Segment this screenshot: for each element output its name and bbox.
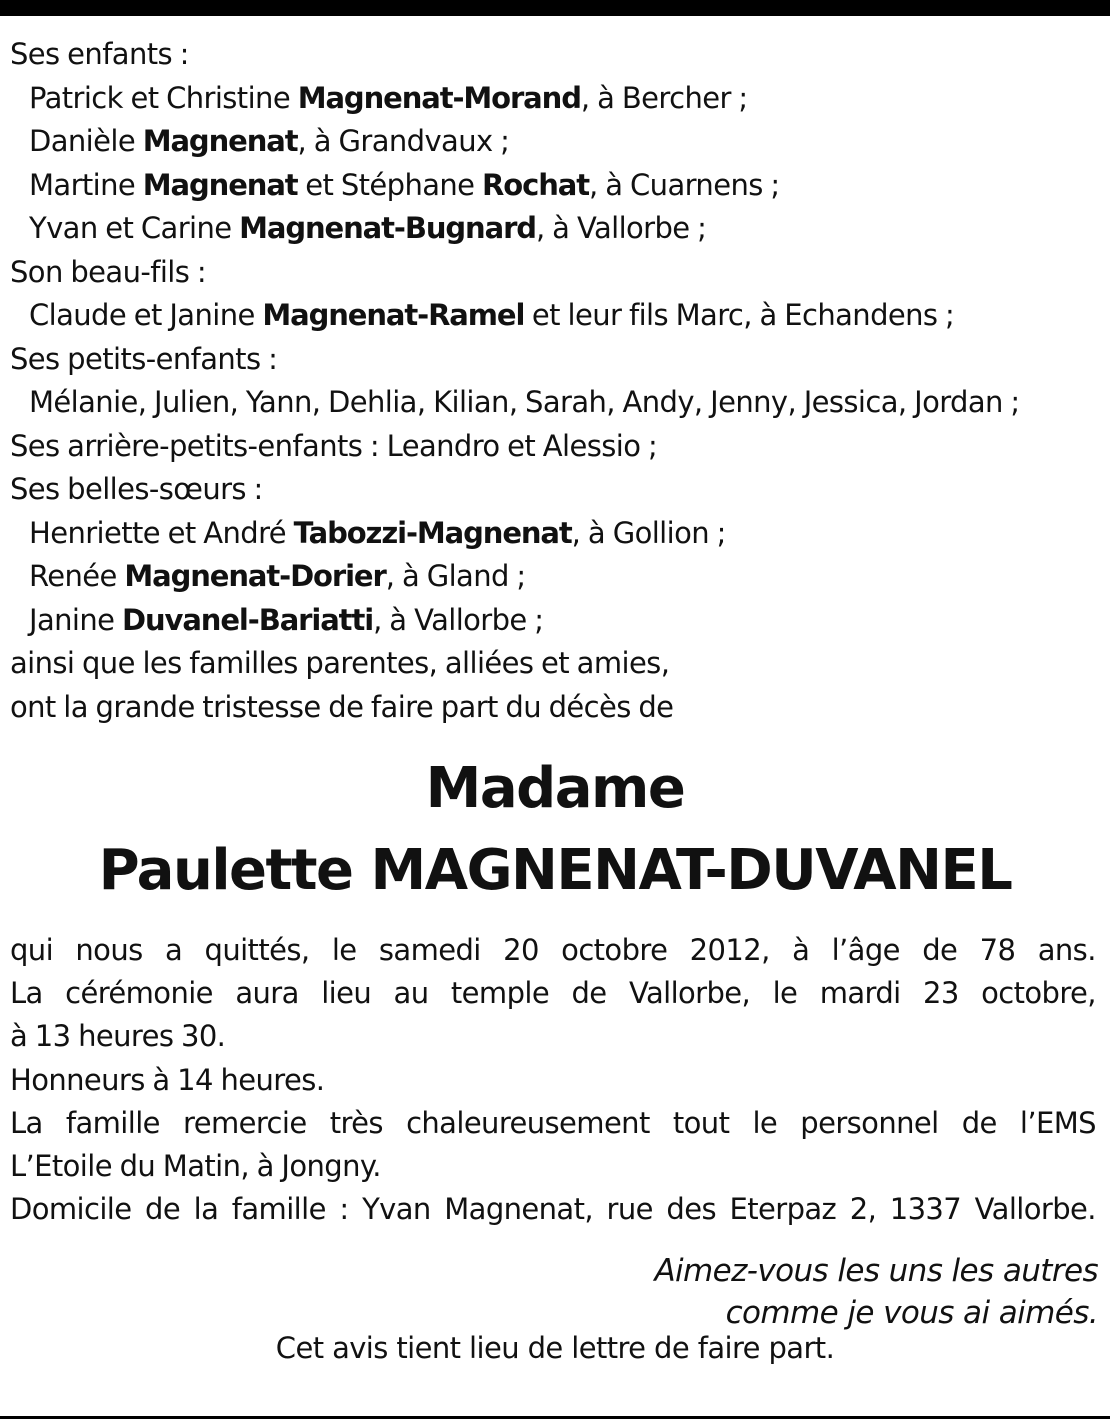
- word: Domicile: [10, 1192, 132, 1227]
- belle-soeur-line: [10, 512, 1100, 556]
- word: famille: [65, 1105, 160, 1140]
- enfant-post: , à Bercher ;: [580, 80, 748, 115]
- word: Vallorbe,: [628, 976, 751, 1011]
- beau-fils-post: et leur fils Marc, à Echandens ;: [524, 298, 955, 332]
- word: Vallorbe.: [974, 1192, 1096, 1227]
- word: octobre,: [981, 976, 1096, 1011]
- word: ans.: [1037, 933, 1096, 967]
- word: l’âge: [831, 933, 900, 967]
- enfant-name: Magnenat: [142, 167, 298, 202]
- word: rue: [606, 1192, 653, 1227]
- word: 78: [979, 933, 1016, 967]
- word: le: [331, 933, 357, 967]
- word: temple: [450, 976, 550, 1011]
- word: 20: [503, 933, 539, 967]
- beau-fils-name: Magnenat-Ramel: [262, 298, 525, 332]
- word: quittés,: [204, 933, 310, 967]
- word: Eterpaz: [729, 1192, 837, 1227]
- beau-fils-label: Son beau-fils :: [10, 254, 207, 289]
- word: 2012,: [689, 933, 770, 967]
- top-rule: [0, 0, 1110, 16]
- belle-soeur-pre: Renée: [29, 559, 125, 593]
- enfant-pre: Yvan et Carine: [29, 211, 240, 245]
- word: de: [961, 1105, 997, 1140]
- arriere-petits-enfants-line: Ses arrière-petits-enfants : Leandro et Alessio ;: [10, 428, 658, 463]
- enfant-name: Magnenat-Morand: [297, 80, 581, 115]
- details-line-4: Honneurs à 14 heures.: [10, 1062, 325, 1097]
- details-line-7: [10, 1188, 1096, 1231]
- word: de: [922, 933, 958, 967]
- word: 23: [923, 976, 959, 1011]
- belle-soeur-pre: Henriette et André: [29, 515, 294, 550]
- belle-soeur-post: , à Gland ;: [385, 559, 526, 593]
- belle-soeur-name: Duvanel-Bariatti: [122, 602, 374, 637]
- petits-enfants-label: Ses petits-enfants :: [10, 341, 278, 376]
- verse-line-1: Aimez-vous les uns les autres: [654, 1253, 1098, 1289]
- word: le: [772, 976, 798, 1011]
- enfant-name-2: Rochat: [482, 167, 589, 202]
- verse-line-2: comme je vous ai aimés.: [725, 1295, 1098, 1331]
- enfant-line: [10, 164, 1100, 208]
- word: de: [571, 976, 607, 1011]
- belle-soeur-name: Tabozzi-Magnenat: [293, 515, 572, 550]
- enfant-pre: Martine: [29, 167, 143, 202]
- word: famille: [231, 1192, 326, 1227]
- details-line-1: [10, 929, 1096, 972]
- word: 2,: [849, 1192, 877, 1227]
- word: tout: [672, 1105, 730, 1140]
- word: personnel: [800, 1105, 939, 1140]
- word: de: [145, 1192, 181, 1227]
- belle-soeur-post: , à Vallorbe ;: [373, 602, 544, 637]
- belle-soeur-line: [10, 599, 1100, 643]
- familles-line: ainsi que les familles parentes, alliées et amies,: [10, 646, 670, 680]
- closing-note: Cet avis tient lieu de lettre de faire part.: [275, 1331, 835, 1365]
- enfant-line: [10, 77, 1100, 121]
- bottom-rule: [0, 1416, 1110, 1419]
- word: 1337: [889, 1192, 962, 1227]
- deceased-name: Paulette MAGNENAT-DUVANEL: [98, 838, 1012, 903]
- enfant-pre: Danièle: [29, 124, 143, 158]
- word: le: [752, 1105, 778, 1140]
- word: à: [792, 933, 810, 967]
- enfant-name: Magnenat: [142, 124, 298, 158]
- word: au: [393, 976, 429, 1011]
- word: la: [193, 1192, 219, 1227]
- word: Yvan: [362, 1192, 431, 1227]
- verse-quote: [654, 1250, 1098, 1334]
- details-line-3: à 13 heures 30.: [10, 1019, 226, 1054]
- word: aura: [235, 976, 299, 1011]
- beau-fils-pre: Claude et Janine: [29, 298, 263, 332]
- enfant-post: , à Vallorbe ;: [535, 211, 707, 245]
- beau-fils-line: [10, 294, 1100, 338]
- word: remercie: [183, 1105, 307, 1140]
- word: :: [339, 1192, 349, 1227]
- belle-soeur-name: Magnenat-Dorier: [124, 559, 386, 593]
- word: lieu: [321, 976, 372, 1011]
- word: l’EMS: [1019, 1105, 1096, 1140]
- word: La: [10, 1105, 43, 1140]
- family-list: [10, 33, 1100, 729]
- word: a: [164, 933, 183, 967]
- details-line-5: [10, 1102, 1096, 1145]
- enfant-post: , à Grandvaux ;: [297, 124, 510, 158]
- belle-soeur-pre: Janine: [29, 602, 123, 637]
- word: samedi: [378, 933, 481, 967]
- belles-soeurs-label: Ses belles-sœurs :: [10, 472, 263, 506]
- word: qui: [10, 933, 54, 967]
- word: mardi: [819, 976, 901, 1011]
- word: Magnenat,: [444, 1192, 593, 1227]
- annonce-line: ont la grande tristesse de faire part du décès de: [10, 689, 674, 724]
- petits-enfants-list: Mélanie, Julien, Yann, Dehlia, Kilian, Sarah, Andy, Jenny, Jessica, Jordan ;: [29, 385, 1020, 419]
- word: des: [666, 1192, 716, 1227]
- details-line-6: L’Etoile du Matin, à Jongny.: [10, 1148, 381, 1183]
- enfant-post: , à Cuarnens ;: [588, 167, 780, 202]
- deceased-title: Madame: [425, 756, 685, 821]
- enfant-name: Magnenat-Bugnard: [239, 211, 536, 245]
- belle-soeur-line: [10, 555, 1100, 599]
- belle-soeur-post: , à Gollion ;: [571, 515, 726, 550]
- word: chaleureusement: [406, 1105, 650, 1140]
- details-block: [10, 929, 1096, 1231]
- enfants-label: Ses enfants :: [10, 37, 189, 71]
- word: cérémonie: [65, 976, 213, 1011]
- word: octobre: [561, 933, 668, 967]
- details-line-2: [10, 972, 1096, 1015]
- enfant-pre: Patrick et Christine: [29, 80, 298, 115]
- word: très: [329, 1105, 383, 1140]
- enfant-mid: et Stéphane: [297, 167, 483, 202]
- enfant-line: [10, 207, 1100, 251]
- enfant-line: [10, 120, 1100, 164]
- word: nous: [75, 933, 143, 967]
- word: La: [10, 976, 43, 1011]
